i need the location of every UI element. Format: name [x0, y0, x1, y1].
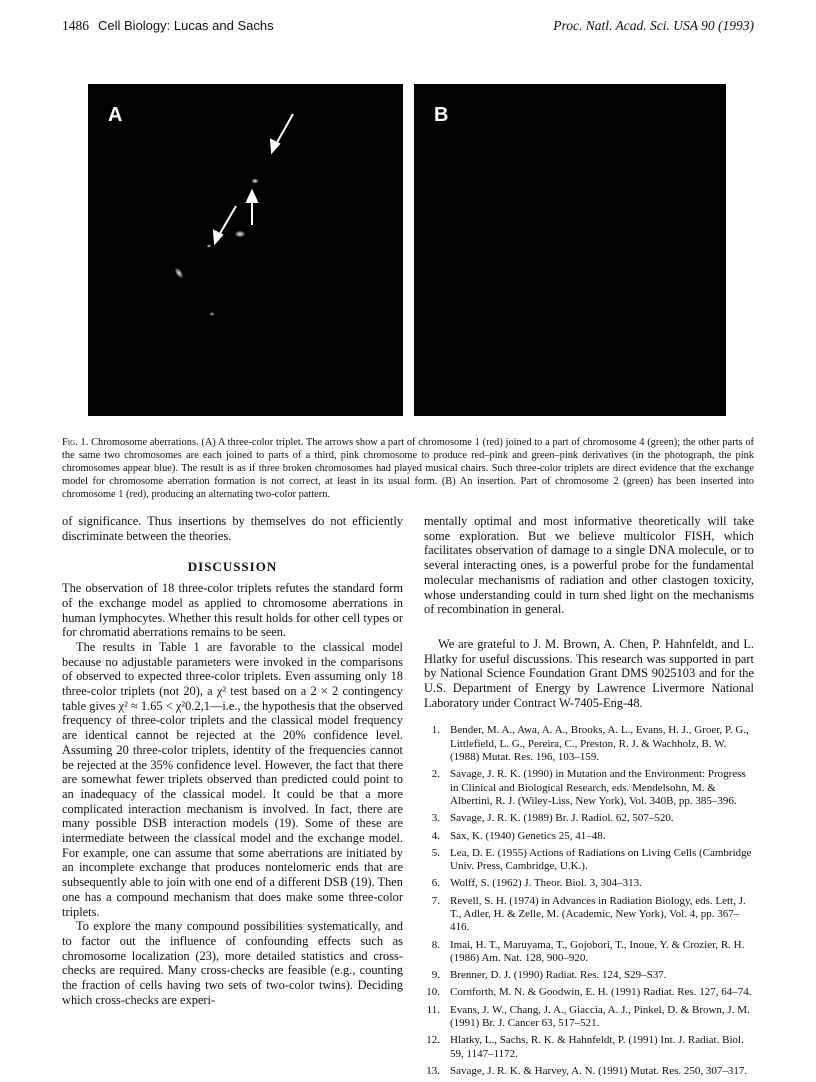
reference-item: 11. Evans, J. W., Chang, J. A., Giaccia, A. J., Pinkel, D. & Brown, J. M. (1991) Br. J. Cancer 63, 517–521.: [426, 1003, 750, 1030]
reference-item: 1. Bender, M. A., Awa, A. A., Brooks, A. L., Evans, H. J., Groer, P. G., Littlefield, L. G., Pereira, C., Preston, R. J. & Wachholz, B. W. (1988) Mutat. Res. 196, 103–159.: [431, 724, 749, 764]
reference-item: 6. Wolff, S. (1962) J. Theor. Biol. 3, 304–313.: [431, 877, 642, 890]
arrow-icon: [271, 114, 293, 152]
reference-item: 2. Savage, J. R. K. (1990) in Mutation and the Environment: Progress in Clinical and Biological Research, eds. Mendelsohn, M. & Albertini, R. J. (Wiley-Liss, New York), Vol. 340B, pp. 385–396.: [431, 768, 746, 807]
reference-item: 3. Savage, J. R. K. (1989) Br. J. Radiol. 62, 507–520.: [431, 812, 674, 825]
chromosome-spot: [207, 244, 212, 248]
chromosome-spot: [234, 230, 246, 238]
reference-item: 8. Imai, H. T., Maruyama, T., Gojobori, T., Inoue, Y. & Crozier, R. H. (1986) Am. Nat. 128, 900–920.: [431, 938, 745, 964]
caption-text: Chromosome aberrations. (A) A three-color triplet. The arrows show a part of chromosome 1 (red) joined to a part of chromosome 4 (green); the other parts of the same two chromosomes are each joined to parts of a third, pink chromosome to produce red–pink and green–pink derivatives (in the photograph, the pink chromosomes appear blue). The result is as if three broken chromosomes had played musical chairs. Such three-color triplets are direct evidence that the exchange model for chromosome aberration formation is not correct, at least in its usual form. (B) An insertion. Part of chromosome 2 (green) has been inserted into chromosome 1 (red), producing an alternating two-color pattern.: [62, 437, 754, 500]
reference-item: 4. Sax, K. (1940) Genetics 25, 41–48.: [431, 829, 606, 842]
panel-label-a: A: [108, 104, 123, 126]
chromosome-spot: [210, 313, 214, 316]
reference-item: 7. Revell, S. H. (1974) in Advances in Radiation Biology, eds. Lett, J. T., Adler, H. & Zelle, M. (Academic, New York), Vol. 4, pp. 367–416.: [431, 894, 746, 934]
paragraph: mentally optimal and most informative theoretically will take some exploration. But we believe multicolor FISH, which facilitates observation of damage to a single DNA molecule, or to several interacting ones, is a powerful probe for the fundamental molecular mechanisms of radiation and other clastogen toxicity, whose understanding could in turn shed light on the mechanisms of recombination in general.: [424, 514, 754, 617]
arrow-icon: [247, 191, 257, 225]
reference-item: 13. Savage, J. R. K. & Harvey, A. N. (1991) Mutat. Res. 250, 307–317.: [426, 1064, 748, 1077]
left-column: [62, 514, 403, 1008]
reference-item: 12. Hlatky, L., Sachs, R. K. & Hahnfeldt, P. (1991) Int. J. Radiat. Biol. 59, 1147–1172.: [426, 1034, 744, 1060]
paragraph: of significance. Thus insertions by themselves do not efficiently discriminate between the theories.: [62, 514, 403, 543]
figure-caption: [62, 436, 754, 501]
right-column: [424, 514, 754, 1082]
paragraph: To explore the many compound possibilities systematically, and to factor out the influence of confounding effects such as chromosome localization (23), more detailed statistics and cross-checks are required. Many cross-checks are feasible (e.g., counting the fraction of cells having two sets of two-color twins). Deciding which cross-checks are experi-: [62, 919, 403, 1007]
chromosome-spot: [251, 178, 259, 184]
figure-panel-b: [414, 84, 726, 416]
micrograph-a: [88, 84, 403, 416]
paragraph: The results in Table 1 are favorable to the classical model because no adjustable parameters were invoked in the comparisons of observed to expected three-color triplets. Even assuming only 18 three-color triplets (not 20), a χ² test based on a 2 × 2 contingency table gives χ² ≈ 1.65 < χ²0.2,1—i.e., the hypothesis that the observed frequency of three-color triplets and the classical model frequency are identical cannot be rejected at the 20% confidence level. Assuming 20 three-color triplets, identity of the frequencies cannot be rejected at the 35% confidence level. However, the fact that there are somewhat fewer triplets observed than predicted could point to an inadequacy of the classical model. It could be that a more complicated interaction mechanism is involved. In fact, there are many possible DSB interaction models (19). Some of these are intermediate between the classical model and the exchange model. For example, one can assume that some aberrations are initiated by an incomplete exchange that produces nontelomeric ends that are subsequently able to join with one end of a different DSB (19). Then one has a compound mechanism that does make some three-color triplets.: [62, 639, 403, 919]
page-number: 1486: [62, 18, 89, 33]
reference-item: 5. Lea, D. E. (1955) Actions of Radiations on Living Cells (Cambridge Univ. Press, Cambridge, U.K.).: [431, 846, 752, 873]
paragraph: The observation of 18 three-color triplets refutes the standard form of the exchange model as applied to chromosome aberrations in human lymphocytes. Whether this result holds for other cell types or for chromatid aberrations remains to be seen.: [62, 581, 403, 640]
reference-item: 9. Brenner, D. J. (1990) Radiat. Res. 124, S29–S37.: [431, 969, 667, 982]
reference-item: 10. Cornforth, M. N. & Goodwin, E. H. (1991) Radiat. Res. 127, 64–74.: [426, 986, 752, 999]
caption-label: Fig. 1.: [62, 437, 89, 448]
running-head: Cell Biology: Lucas and Sachs: [98, 18, 274, 33]
figure-panel-a: [88, 84, 403, 416]
chromosome-spot: [172, 265, 186, 280]
section-heading: DISCUSSION: [187, 559, 278, 575]
arrow-icon: [214, 206, 236, 243]
reference-list: [424, 724, 754, 1078]
journal-citation: Proc. Natl. Acad. Sci. USA 90 (1993): [553, 18, 754, 33]
panel-label-b: B: [434, 104, 449, 126]
acknowledgments: We are grateful to J. M. Brown, A. Chen, P. Hahnfeldt, and L. Hlatky for useful discussions. This research was supported in part by National Science Foundation Grant DMS 9025103 and for the U.S. Department of Energy by Lawrence Livermore National Laboratory under Contract W-7405-Eng-48.: [424, 636, 754, 710]
running-header: [62, 18, 754, 38]
